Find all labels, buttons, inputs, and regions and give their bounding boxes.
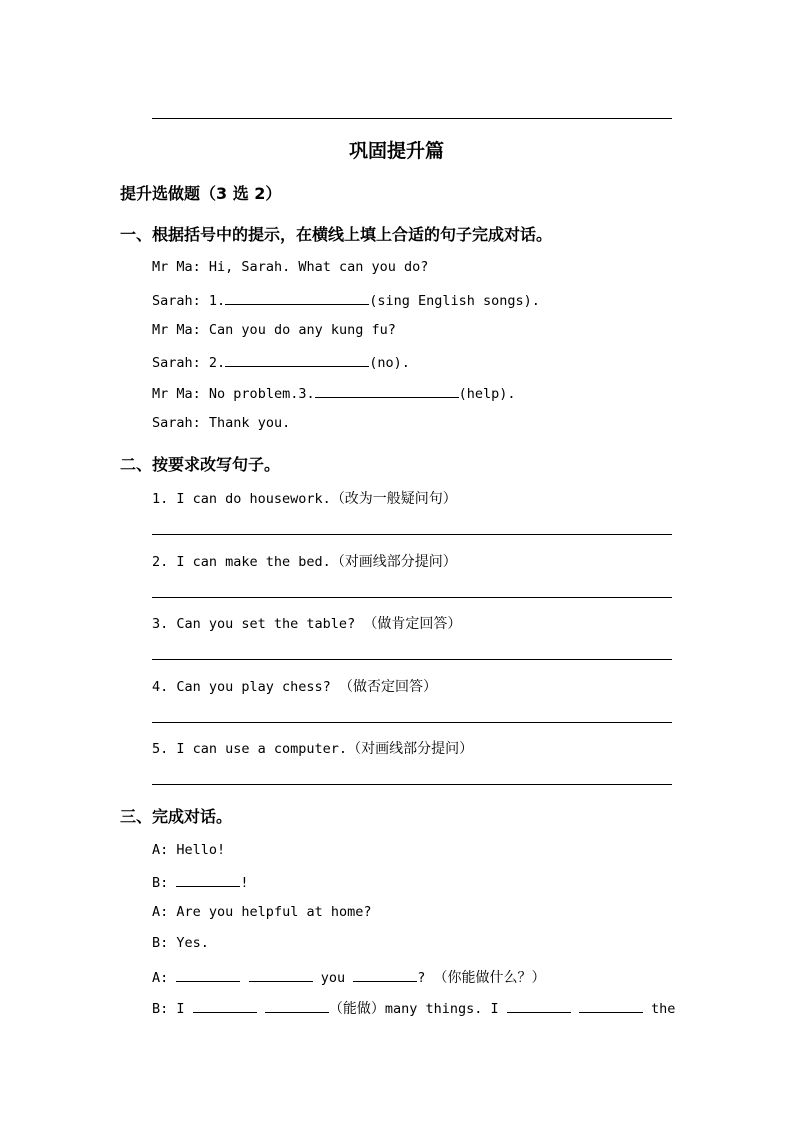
- dialogue-line: Sarah: 2. (no).: [152, 355, 410, 371]
- dialogue-line: Sarah: Thank you.: [152, 415, 291, 431]
- answer-blank[interactable]: [176, 873, 240, 887]
- section2-heading: 二、按要求改写句子。: [120, 455, 281, 474]
- answer-line[interactable]: [152, 659, 672, 660]
- dialogue-line: A: Hello!: [152, 842, 226, 858]
- rewrite-item: 5. I can use a computer.（对画线部分提问）: [152, 741, 474, 757]
- rewrite-item: 4. Can you play chess? （做否定回答）: [152, 679, 437, 695]
- answer-blank[interactable]: [249, 968, 313, 982]
- dialogue-line: B: Yes.: [152, 935, 209, 951]
- dialogue-line: Mr Ma: No problem.3. (help).: [152, 386, 516, 402]
- dialogue-line: Sarah: 1. (sing English songs).: [152, 293, 540, 309]
- dialogue-line: A: you ? （你能做什么？）: [152, 970, 546, 986]
- answer-blank[interactable]: [193, 999, 257, 1013]
- rewrite-item: 3. Can you set the table? （做肯定回答）: [152, 616, 462, 632]
- answer-line[interactable]: [152, 534, 672, 535]
- answer-line[interactable]: [152, 722, 672, 723]
- dialogue-line: B: I （能做）many things. I the: [152, 1001, 676, 1017]
- answer-line[interactable]: [152, 597, 672, 598]
- dialogue-line: B: !: [152, 875, 249, 891]
- dialogue-line: A: Are you helpful at home?: [152, 904, 372, 920]
- page-title: 巩固提升篇: [348, 140, 444, 162]
- answer-line[interactable]: [152, 784, 672, 785]
- answer-blank[interactable]: [265, 999, 329, 1013]
- answer-blank[interactable]: [315, 384, 459, 398]
- dialogue-line: Mr Ma: Hi, Sarah. What can you do?: [152, 259, 429, 275]
- answer-blank[interactable]: [579, 999, 643, 1013]
- section3-heading: 三、完成对话。: [120, 807, 233, 826]
- answer-blank[interactable]: [176, 968, 240, 982]
- subtitle: 提升选做题（3 选 2）: [120, 184, 282, 203]
- top-rule: [152, 118, 672, 119]
- section1-heading: 一、根据括号中的提示，在横线上填上合适的句子完成对话。: [120, 225, 553, 244]
- rewrite-item: 1. I can do housework.（改为一般疑问句）: [152, 491, 457, 507]
- rewrite-item: 2. I can make the bed.（对画线部分提问）: [152, 554, 457, 570]
- answer-blank[interactable]: [507, 999, 571, 1013]
- answer-blank[interactable]: [225, 291, 369, 305]
- dialogue-line: Mr Ma: Can you do any kung fu?: [152, 322, 396, 338]
- answer-blank[interactable]: [353, 968, 417, 982]
- answer-blank[interactable]: [225, 353, 369, 367]
